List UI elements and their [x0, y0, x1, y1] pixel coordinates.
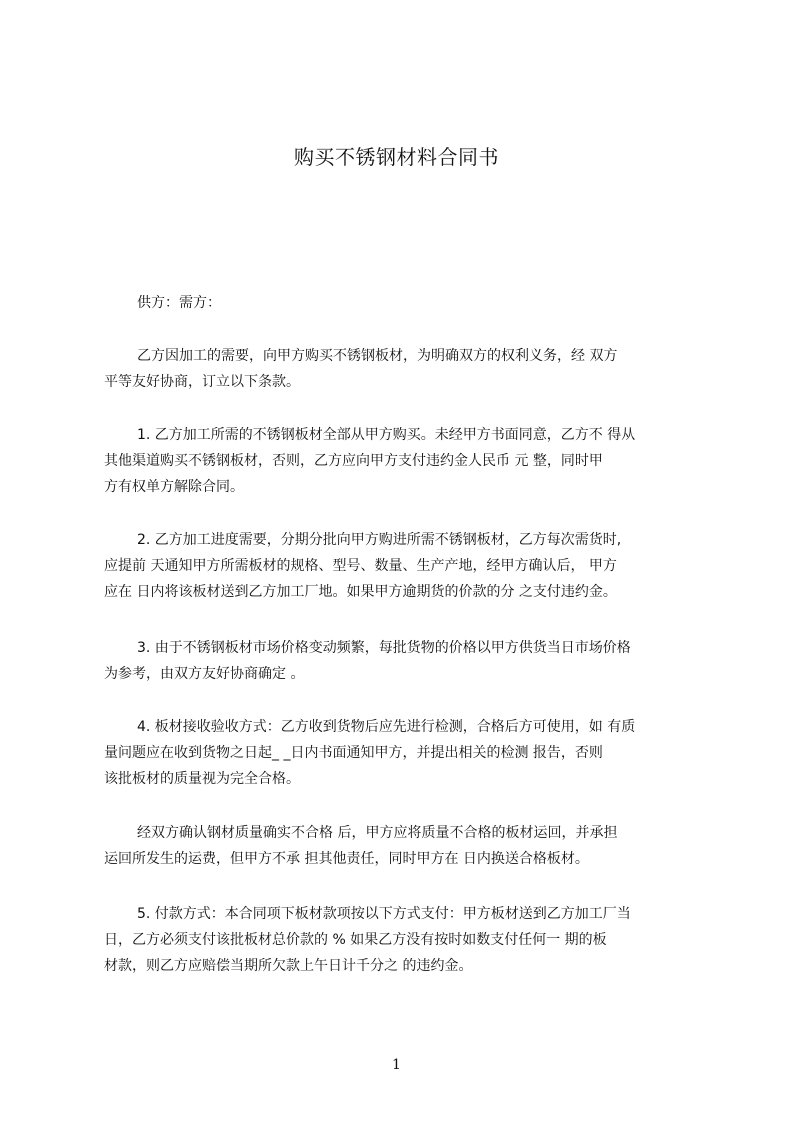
- paragraph-line: 平等友好协商，订立以下条款。: [104, 374, 300, 390]
- paragraph-line: 材款，则乙方应赔偿当期所欠款上午日计千分之 的违约金。: [104, 958, 473, 974]
- paragraph-line: 该批板材的质量视为完全合格。: [104, 771, 300, 787]
- paragraph-clause-4: [104, 714, 704, 792]
- paragraph-line: 应在 日内将该板材送到乙方加工厂地。如果甲方逾期货的价款的分 之支付违约金。: [104, 584, 617, 600]
- paragraph-line: 3. 由于不锈钢板材市场价格变动频繁，每批货物的价格以甲方供货当日市场价格: [137, 640, 631, 656]
- paragraph-quality-confirmation: [104, 820, 704, 872]
- paragraph-line: 量问题应在收到货物之日起_ _日内书面通知甲方，并提出相关的检测 报告，否则: [104, 745, 603, 761]
- paragraph-line: 应提前 天通知甲方所需板材的规格、型号、数量、生产产地，经甲方确认后， 甲方: [104, 558, 617, 574]
- paragraph-line: 乙方因加工的需要，向甲方购买不锈钢板材，为明确双方的权利义务，经 双方: [137, 348, 618, 364]
- paragraph-intro: [104, 343, 704, 395]
- page-number: 1: [392, 1057, 401, 1073]
- paragraph-line: 4. 板材接收验收方式：乙方收到货物后应先进行检测，合格后方可使用，如 有质: [137, 719, 636, 735]
- document-title: 购买不锈钢材料合同书: [294, 145, 499, 169]
- paragraph-line: 1. 乙方加工所需的不锈钢板材全部从甲方购买。未经甲方书面同意，乙方不 得从: [137, 427, 636, 443]
- parties-line: 供方：需方：: [137, 295, 221, 311]
- paragraph-line: 5. 付款方式：本合同项下板材款项按以下方式支付：甲方板材送到乙方加工厂当: [137, 906, 631, 922]
- paragraph-clause-5: [104, 901, 704, 979]
- paragraph-clause-2: [104, 527, 704, 605]
- paragraph-line: 方有权单方解除合同。: [104, 479, 244, 495]
- paragraph-clause-1: [104, 422, 704, 500]
- paragraph-line: 运回所发生的运费，但甲方不承 担其他责任，同时甲方在 日内换送合格板材。: [104, 851, 589, 867]
- paragraph-line: 2. 乙方加工进度需要，分期分批向甲方购进所需不锈钢板材，乙方每次需货时,: [137, 532, 622, 548]
- paragraph-line: 其他渠道购买不锈钢板材，否则，乙方应向甲方支付违约金人民币 元 整，同时甲: [104, 453, 603, 469]
- paragraph-clause-3: [104, 635, 704, 687]
- paragraph-line: 经双方确认钢材质量确实不合格 后，甲方应将质量不合格的板材运回，并承担: [137, 825, 618, 841]
- paragraph-line: 日，乙方必须支付该批板材总价款的 % 如果乙方没有按时如数支付任何一 期的板: [104, 932, 607, 948]
- paragraph-line: 为参考，由双方友好协商确定 。: [104, 666, 305, 682]
